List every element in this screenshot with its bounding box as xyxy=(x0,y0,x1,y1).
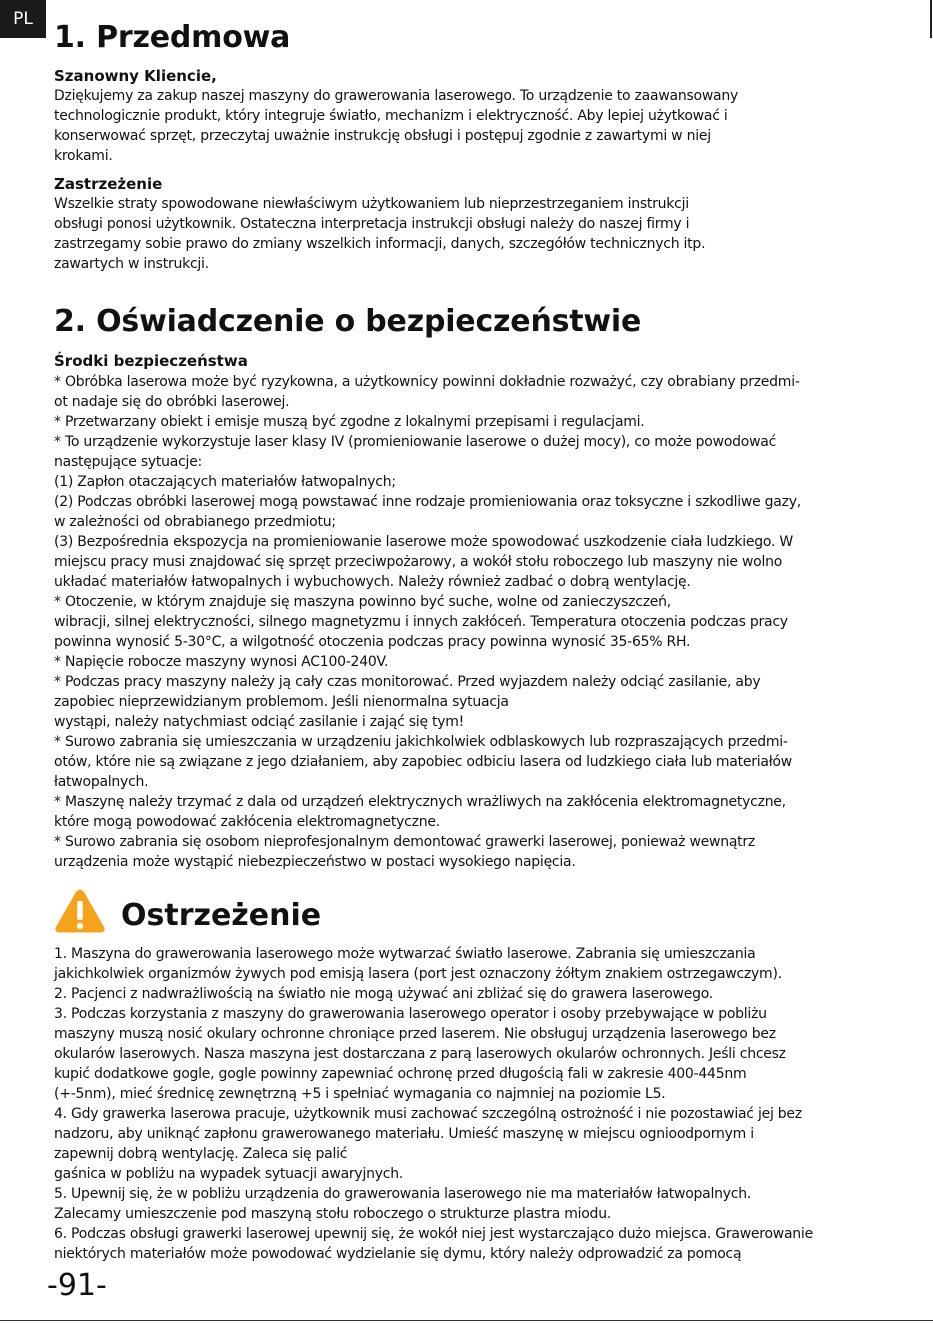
text-line: w zależności od obrabianego przedmiotu; xyxy=(54,514,336,530)
text-line: zawartych w instrukcji. xyxy=(54,256,209,272)
disclaimer-paragraph xyxy=(54,194,705,274)
safety-measures-heading: Środki bezpieczeństwa xyxy=(54,352,248,370)
text-line: ot nadaje się do obróbki laserowej. xyxy=(54,394,290,410)
text-line: * To urządzenie wykorzystuje laser klasy IV (promieniowanie laserowe o dużej mocy), co może powodować xyxy=(54,434,777,450)
text-line: kupić dodatkowe gogle, gogle powinny zapewniać ochronę przed długością fali w zakresie 400-445nm xyxy=(54,1066,747,1082)
greeting: Szanowny Kliencie, xyxy=(54,67,217,85)
text-line: gaśnica w pobliżu na wypadek sytuacji awaryjnych. xyxy=(54,1166,404,1182)
text-line: zapobiec nieprzewidzianym problemom. Jeśli nienormalna sytuacja xyxy=(54,694,509,710)
warning-triangle-icon xyxy=(54,888,106,934)
text-line: maszyny muszą nosić okulary ochronne chroniące przed laserem. Nie obsługuj urządzenia laserowego bez xyxy=(54,1026,776,1042)
text-line: 3. Podczas korzystania z maszyny do grawerowania laserowego operator i osoby przebywające w pobliżu xyxy=(54,1006,767,1022)
text-line: zapewnij dobrą wentylację. Zaleca się palić xyxy=(54,1146,348,1162)
text-line: * Maszynę należy trzymać z dala od urządzeń elektrycznych wrażliwych na zakłócenia elektromagnetyczne, xyxy=(54,794,786,810)
text-line: obsługi ponosi użytkownik. Ostateczna interpretacja instrukcji obsługi należy do naszej firmy i xyxy=(54,216,690,232)
preface-heading: 1. Przedmowa xyxy=(54,20,291,55)
text-line: Wszelkie straty spowodowane niewłaściwym użytkowaniem lub nieprzestrzeganiem instrukcji xyxy=(54,196,689,212)
text-line: nadzoru, aby uniknąć zapłonu grawerowanego materiału. Umieść maszynę w miejscu ognioodpornym i xyxy=(54,1126,754,1142)
bottom-rule xyxy=(0,1320,933,1321)
text-line: 6. Podczas obsługi grawerki laserowej upewnij się, że wokół niej jest wystarczająco dużo miejsca. Grawerowanie xyxy=(54,1226,813,1242)
corner-crop-mark xyxy=(930,0,932,38)
text-line: (2) Podczas obróbki laserowej mogą powstawać inne rodzaje promieniowania oraz toksyczne i szkodliwe gazy, xyxy=(54,494,801,510)
text-line: konserwować sprzęt, przeczytaj uważnie instrukcję obsługi i postępuj zgodnie z zawartymi w niej xyxy=(54,128,711,144)
text-line: układać materiałów łatwopalnych i wybuchowych. Należy również zadbać o dobrą wentylację. xyxy=(54,574,691,590)
warning-list xyxy=(54,944,813,1264)
text-line: 5. Upewnij się, że w pobliżu urządzenia do grawerowania laserowego nie ma materiałów łatwopalnych. xyxy=(54,1186,752,1202)
text-line: wibracji, silnej elektryczności, silnego magnetyzmu i innych zakłóceń. Temperatura otoczenia podczas pracy xyxy=(54,614,788,630)
text-line: (1) Zapłon otaczających materiałów łatwopalnych; xyxy=(54,474,396,490)
text-line: (3) Bezpośrednia ekspozycja na promieniowanie laserowe może spowodować uszkodzenie ciała ludzkiego. W xyxy=(54,534,793,550)
text-line: zastrzegamy sobie prawo do zmiany wszelkich informacji, danych, szczegółów technicznych itp. xyxy=(54,236,706,252)
text-line: * Surowo zabrania się umieszczania w urządzeniu jakichkolwiek odblaskowych lub rozpraszających przedmi- xyxy=(54,734,788,750)
text-line: * Obróbka laserowa może być ryzykowna, a użytkownicy powinni dokładnie rozważyć, czy obrabiany przedmi- xyxy=(54,374,800,390)
text-line: * Otoczenie, w którym znajduje się maszyna powinno być suche, wolne od zanieczyszczeń, xyxy=(54,594,671,610)
text-line: * Surowo zabrania się osobom nieprofesjonalnym demontować grawerki laserowej, ponieważ wewnątrz xyxy=(54,834,756,850)
page-number: -91- xyxy=(47,1268,107,1303)
text-line: * Podczas pracy maszyny należy ją cały czas monitorować. Przed wyjazdem należy odciąć zasilanie, aby xyxy=(54,674,761,690)
text-line: jakichkolwiek organizmów żywych pod emisją lasera (port jest oznaczony żółtym znakiem ostrzegawczym). xyxy=(54,966,782,982)
warning-exclamation-dot xyxy=(77,923,83,929)
text-line: łatwopalnych. xyxy=(54,774,149,790)
text-line: 2. Pacjenci z nadwrażliwością na światło nie mogą używać ani zbliżać się do grawera laserowego. xyxy=(54,986,713,1002)
text-line: (+-5nm), mieć średnicę zewnętrzną +5 i spełniać wymagania co najmniej na poziomie L5. xyxy=(54,1086,666,1102)
text-line: technologicznie produkt, który integruje światło, mechanizm i elektryczność. Aby lepiej użytkować i xyxy=(54,108,728,124)
text-line: urządzenia może wystąpić niebezpieczeństwo w postaci wysokiego napięcia. xyxy=(54,854,576,870)
disclaimer-heading: Zastrzeżenie xyxy=(54,175,163,193)
text-line: 1. Maszyna do grawerowania laserowego może wytwarzać światło laserowe. Zabrania się umieszczania xyxy=(54,946,756,962)
safety-measures-list xyxy=(54,372,801,872)
text-line: Zalecamy umieszczenie pod maszyną stołu roboczego o strukturze plastra miodu. xyxy=(54,1206,612,1222)
safety-heading: 2. Oświadczenie o bezpieczeństwie xyxy=(54,304,642,339)
text-line: * Przetwarzany obiekt i emisje muszą być zgodne z lokalnymi przepisami i regulacjami. xyxy=(54,414,645,430)
text-line: otów, które nie są związane z jego działaniem, aby zapobiec odbiciu lasera od ludzkiego ciała lub materiałów xyxy=(54,754,792,770)
text-line: wystąpi, należy natychmiast odciąć zasilanie i zająć się tym! xyxy=(54,714,465,730)
text-line: * Napięcie robocze maszyny wynosi AC100-240V. xyxy=(54,654,389,670)
warning-exclamation-bar xyxy=(77,901,83,920)
intro-paragraph xyxy=(54,86,738,166)
language-badge: PL xyxy=(0,0,46,38)
text-line: 4. Gdy grawerka laserowa pracuje, użytkownik musi zachować szczególną ostrożność i nie pozostawiać jej bez xyxy=(54,1106,802,1122)
text-line: okularów laserowych. Nasza maszyna jest dostarczana z parą laserowych okularów ochronnych. Jeśli chcesz xyxy=(54,1046,786,1062)
text-line: powinna wynosić 5-30°C, a wilgotność otoczenia podczas pracy powinna wynosić 35-65% RH. xyxy=(54,634,691,650)
text-line: niektórych materiałów może powodować wydzielanie się dymu, który należy odprowadzić za pomocą xyxy=(54,1246,742,1262)
warning-heading: Ostrzeżenie xyxy=(121,898,322,933)
text-line: które mogą powodować zakłócenia elektromagnetyczne. xyxy=(54,814,440,830)
text-line: miejscu pracy musi znajdować się sprzęt przeciwpożarowy, a wokół stołu roboczego lub maszyny nie wolno xyxy=(54,554,783,570)
text-line: następujące sytuacje: xyxy=(54,454,203,470)
text-line: Dziękujemy za zakup naszej maszyny do grawerowania laserowego. To urządzenie to zaawansowany xyxy=(54,88,739,104)
text-line: krokami. xyxy=(54,148,113,164)
